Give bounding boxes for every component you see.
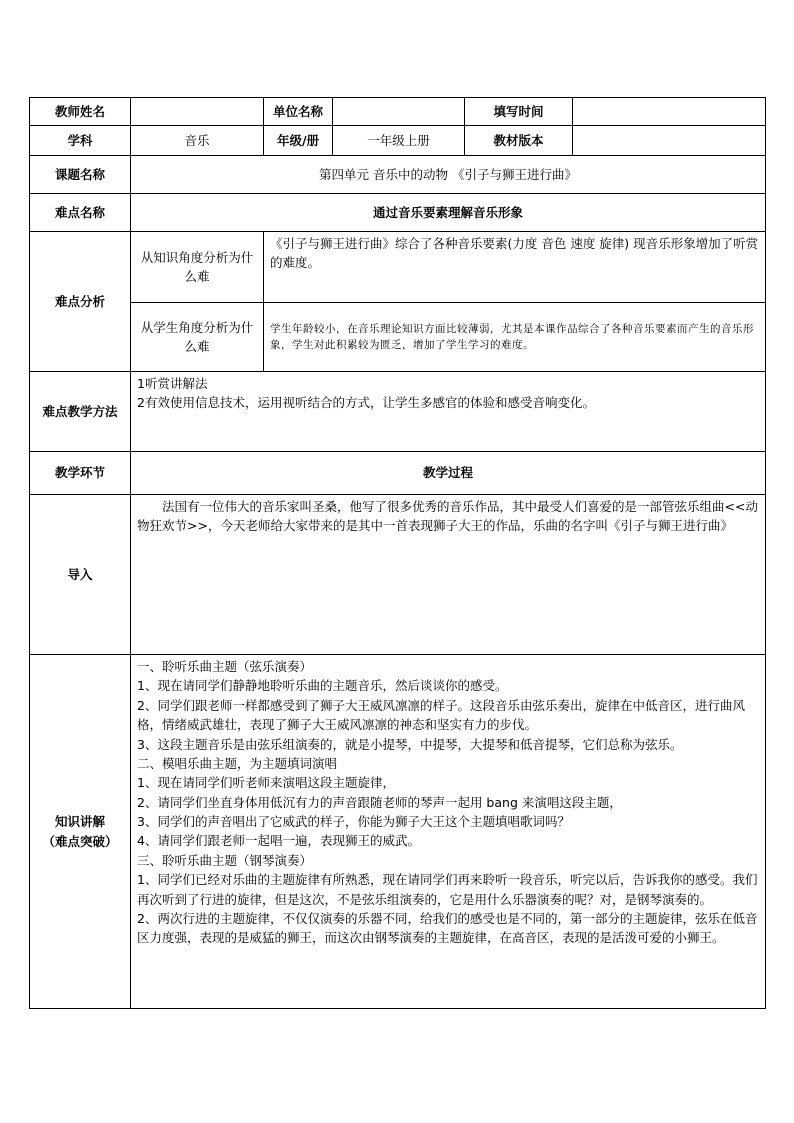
analysis-row-knowledge	[30, 232, 766, 303]
course-label: 课题名称	[30, 156, 131, 194]
method-line: 1听赏讲解法	[137, 376, 208, 391]
fill-date-label: 填写时间	[465, 98, 573, 126]
process-label: 教学过程	[131, 452, 766, 495]
header-row-2	[30, 126, 766, 156]
knowledge-line: 2、同学们跟老师一样都感受到了狮子大王威风凛凛的样子。这段音乐由弦乐奏出，旋律在中低音区，进行曲风格，情绪威武雄壮，表现了狮子大王威风凛凛的神态和坚实有力的步伐。	[137, 697, 745, 733]
knowledge-line: 1、同学们已经对乐曲的主题旋律有所熟悉，现在请同学们再来聆听一段音乐，听完以后，告诉我你的感受。我们再次听到了行进的旋律，但是这次，不是弦乐组演奏的，它是用什么乐器演奏的呢？对，是钢琴演奏的。	[137, 872, 758, 907]
knowledge-row	[30, 655, 766, 1009]
course-value: 第四单元 音乐中的动物 《引子与狮王进行曲》	[131, 156, 766, 194]
knowledge-line: 2、两次行进的主题旋律，不仅仅演奏的乐器不同，给我们的感受也是不同的，第一部分的主题旋律，弦乐在低音区力度强，表现的是威猛的狮王，而这次由钢琴演奏的主题旋律，在高音区，表现的是活泼可爱的小狮王。	[137, 910, 758, 946]
subject-label: 学科	[30, 126, 131, 156]
knowledge-label-sub: （难点突破）	[42, 833, 118, 849]
course-row	[30, 156, 766, 194]
lesson-plan-table	[29, 97, 766, 1009]
edition-label: 教材版本	[465, 126, 573, 156]
method-label: 难点教学方法	[30, 372, 131, 452]
difficulty-label: 难点名称	[30, 194, 131, 232]
knowledge-line: 1、现在请同学们静静地聆听乐曲的主题音乐，然后谈谈你的感受。	[137, 678, 508, 694]
knowledge-line: 3、同学们的声音唱出了它威武的样子，你能为狮子大王这个主题填唱歌词吗？	[137, 814, 570, 829]
grade-value: 一年级上册	[333, 126, 465, 156]
knowledge-angle-label: 从知识角度分析为什么难	[131, 232, 264, 303]
knowledge-angle-text: 《引子与狮王进行曲》综合了各种音乐要素(力度 音色 速度 旋律) 现音乐形象增加了听赏的难度。	[264, 232, 766, 303]
knowledge-line: 2、请同学们坐直身体用低沉有力的声音跟随老师的琴声一起用 bang 来演唱这段主题，	[137, 794, 622, 810]
knowledge-line: 三、聆听乐曲主题（钢琴演奏）	[137, 852, 313, 868]
process-header-row	[30, 452, 766, 495]
difficulty-value: 通过音乐要素理解音乐形象	[131, 194, 766, 232]
teacher-name-label: 教师姓名	[30, 98, 131, 126]
intro-content	[131, 495, 766, 655]
difficulty-row	[30, 194, 766, 232]
fill-date-value[interactable]	[573, 98, 766, 126]
knowledge-line: 4、请同学们跟老师一起唱一遍，表现狮王的威武。	[137, 833, 420, 849]
intro-row	[30, 495, 766, 655]
knowledge-line: 一、聆听乐曲主题（弦乐演奏）	[137, 659, 313, 674]
intro-label: 导入	[30, 495, 131, 655]
method-content	[131, 372, 766, 452]
analysis-label: 难点分析	[30, 232, 131, 372]
edition-value[interactable]	[573, 126, 766, 156]
knowledge-label-cell	[30, 655, 131, 1009]
header-row-1	[30, 98, 766, 126]
method-line: 2有效使用信息技术，运用视听结合的方式，让学生多感官的体验和感受音响变化。	[137, 395, 595, 411]
subject-value: 音乐	[131, 126, 264, 156]
student-angle-label: 从学生角度分析为什么难	[131, 303, 264, 372]
knowledge-line: 3、这段主题音乐是由弦乐组演奏的，就是小提琴，中提琴，大提琴和低音提琴，它们总称为弦乐。	[137, 736, 683, 752]
intro-text: 法国有一位伟大的音乐家叫圣桑，他写了很多优秀的音乐作品，其中最受人们喜爱的是一部管弦乐组曲<<动物狂欢节>>，今天老师给大家带来的是其中一首表现狮子大王的作品，乐曲的名字叫《引子与狮王进行曲》	[137, 499, 758, 534]
unit-name-label: 单位名称	[264, 98, 333, 126]
knowledge-line: 二、模唱乐曲主题，为主题填词演唱	[137, 755, 338, 771]
knowledge-label: 知识讲解	[54, 814, 105, 830]
analysis-row-student	[30, 303, 766, 372]
process-stage-label: 教学环节	[30, 452, 131, 495]
teacher-name-value[interactable]	[131, 98, 264, 126]
grade-label: 年级/册	[264, 126, 333, 156]
knowledge-line: 1、现在请同学们听老师来演唱这段主题旋律，	[137, 775, 395, 791]
method-row	[30, 372, 766, 452]
unit-name-value[interactable]	[333, 98, 465, 126]
student-angle-text: 学生年龄较小，在音乐理论知识方面比较薄弱，尤其是本课作品综合了各种音乐要素而产生的音乐形象，学生对此积累较为匮乏，增加了学生学习的难度。	[264, 303, 766, 372]
knowledge-content	[131, 655, 766, 1009]
